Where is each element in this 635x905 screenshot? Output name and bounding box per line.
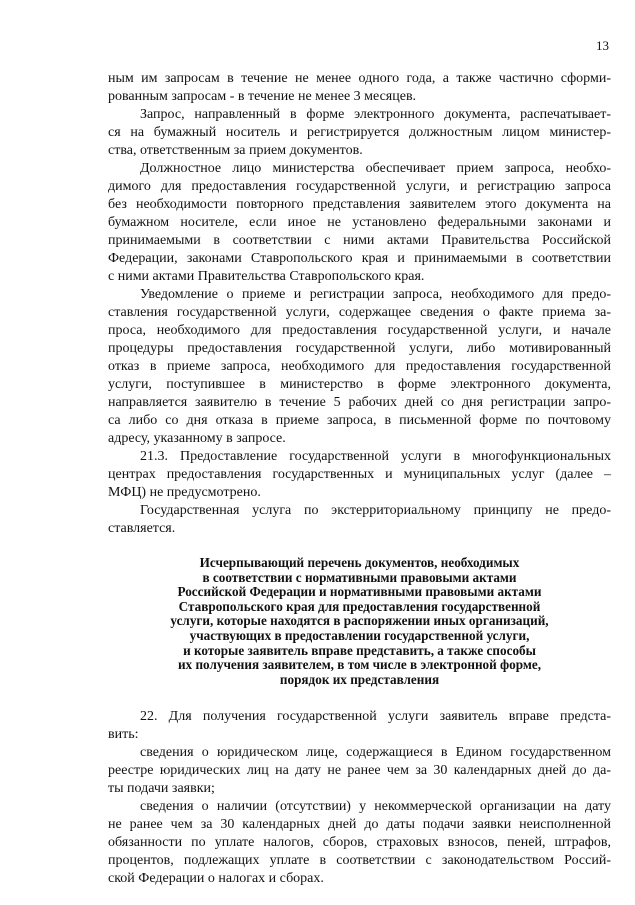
text-line: Государственная услуга по экстерриториальному принципу не предо-	[140, 503, 611, 518]
paragraph	[108, 708, 611, 744]
paragraph	[108, 448, 611, 502]
text-line: без необходимости повторного представления заявителем этого документа на	[108, 197, 611, 212]
paragraph	[108, 744, 611, 798]
text-line: не ранее чем за 30 календарных дней до даты подачи заявки неисполненной	[108, 817, 611, 832]
text-line: процентов, подлежащих уплате в соответствии с законодательством Россий-	[108, 853, 611, 868]
paragraph	[108, 798, 611, 888]
text-line: сведения о юридическом лице, содержащиеся в Едином государственном	[140, 745, 611, 760]
heading-line: участвующих в предоставлении государственной услуги,	[189, 627, 530, 643]
text-line: рованным запросам - в течение не менее 3 месяцев.	[108, 89, 417, 104]
text-line: сведения о наличии (отсутствии) у некоммерческой организации на дату	[140, 799, 611, 814]
text-line: отказ в приеме запроса, необходимого для предоставления государственной	[108, 359, 611, 374]
text-line: вить:	[108, 727, 139, 742]
text-line: ным им запросам в течение не менее одного года, а также частично сформи-	[108, 71, 611, 86]
text-line: Запрос, направленный в форме электронного документа, распечатывает-	[140, 107, 611, 122]
text-line: бумажном носителе, если иное не установлено федеральными законами и	[108, 215, 611, 230]
heading-line: Ставропольского края для предоставления государственной	[178, 598, 541, 614]
section-heading	[108, 556, 611, 687]
paragraph	[108, 286, 611, 448]
text-line: 22. Для получения государственной услуги заявитель вправе предста-	[140, 709, 611, 724]
text-line: 21.3. Предоставление государственной услуги в многофункциональных	[140, 449, 611, 464]
paragraph	[108, 160, 611, 286]
heading-line: в соответствии с нормативными правовыми актами	[202, 569, 517, 585]
text-line: Уведомление о приеме и регистрации запроса, необходимого для предо-	[140, 287, 611, 302]
text-line: направляется заявителю в течение 5 рабочих дней со дня регистрации запро-	[108, 395, 611, 410]
text-line: димого для предоставления государственной услуги, и регистрацию запроса	[108, 179, 611, 194]
heading-line: порядок их представления	[279, 671, 440, 687]
heading-line: Исчерпывающий перечень документов, необходимых	[199, 555, 520, 570]
text-line: Должностное лицо министерства обеспечивает прием запроса, необхо-	[140, 161, 611, 176]
text-line: Федерации, законами Ставропольского края и принимаемыми в соответствии	[108, 251, 611, 266]
heading-line: услуги, которые находятся в распоряжении иных организаций,	[170, 613, 549, 629]
text-line: проса, необходимого для предоставления государственной услуги, и начале	[108, 323, 611, 338]
heading-line: Российской Федерации и нормативными правовыми актами	[177, 584, 542, 600]
text-line: процедуры предоставления государственной услуги, либо мотивированный	[108, 341, 611, 356]
text-line: МФЦ) не предусмотрено.	[108, 485, 261, 500]
text-line: ставления государственной услуги, содержащее сведения о факте приема за-	[108, 305, 611, 320]
paragraph	[108, 106, 611, 160]
text-line: услуги, поступившее в министерство в форме электронного документа,	[108, 377, 611, 392]
text-line: ставляется.	[108, 521, 176, 536]
heading-line: и которые заявитель вправе представить, а также способы	[183, 642, 536, 658]
text-line: обязанности по уплате налогов, сборов, страховых взносов, пеней, штрафов,	[108, 835, 611, 850]
paragraph	[108, 502, 611, 538]
heading-line: их получения заявителем, в том числе в электронной форме,	[177, 657, 542, 673]
text-line: с ними актами Правительства Ставропольского края.	[108, 269, 425, 284]
text-line: адресу, указанному в запросе.	[108, 431, 286, 446]
paragraph	[108, 70, 611, 106]
text-line: ты подачи заявки;	[108, 781, 215, 796]
text-line: ства, ответственным за прием документов.	[108, 143, 363, 158]
text-line: ся на бумажный носитель и регистрируется должностным лицом министер-	[108, 125, 611, 140]
text-line: са либо со дня отказа в приеме запроса, в письменной форме по почтовому	[108, 413, 611, 428]
page-number: 13	[596, 38, 609, 53]
text-line: ской Федерации о налогах и сборах.	[108, 871, 324, 886]
text-line: принимаемыми в соответствии с ними актами Правительства Российской	[108, 233, 611, 248]
text-line: центрах предоставления государственных и муниципальных услуг (далее –	[108, 467, 611, 482]
text-line: реестре юридических лиц на дату не ранее чем за 30 календарных дней до да-	[108, 763, 611, 778]
